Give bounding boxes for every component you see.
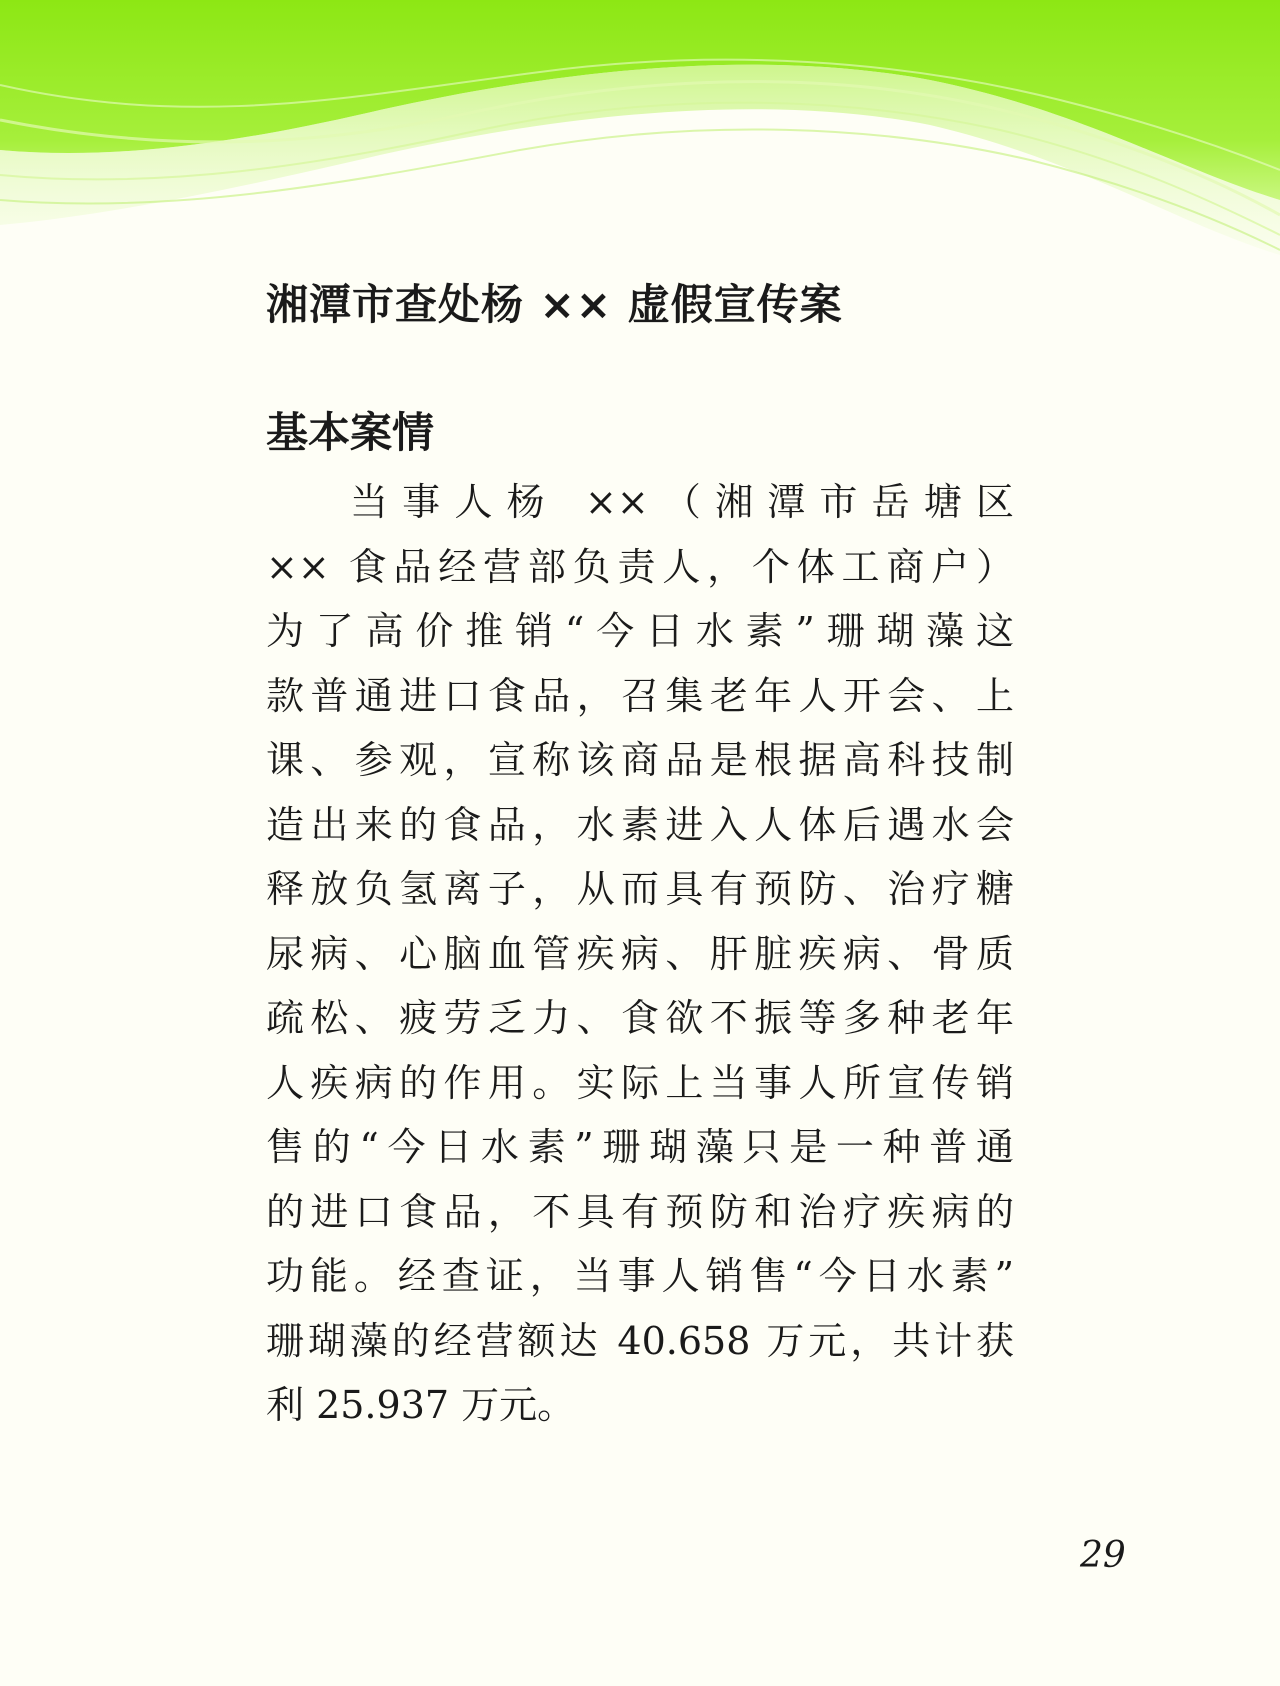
body-line: 功能。经查证，当事人销售“今日水素”	[266, 1254, 1014, 1298]
case-title: 湘潭市查处杨 ×× 虚假宣传案	[266, 280, 843, 329]
body-line: 释放负氢离子，从而具有预防、治疗糖	[266, 867, 1014, 911]
section-heading: 基本案情	[266, 408, 435, 457]
body-line: 的进口食品，不具有预防和治疗疾病的	[266, 1189, 1014, 1234]
body-line: 售的“今日水素”珊瑚藻只是一种普通	[266, 1125, 1014, 1169]
page-number: 29	[1080, 1535, 1126, 1576]
body-line: ×× 食品经营部负责人，个体工商户）	[266, 544, 1014, 589]
body-line: 款普通进口食品，召集老年人开会、上	[266, 673, 1014, 718]
body-line: 造出来的食品，水素进入人体后遇水会	[266, 802, 1014, 847]
body-line: 为了高价推销“今日水素”珊瑚藻这	[266, 609, 1014, 653]
case-body-text	[266, 470, 1014, 1438]
body-line: 课、参观，宣称该商品是根据高科技制	[266, 738, 1014, 782]
body-line: 利 25.937 万元。	[266, 1383, 576, 1427]
body-line: 人疾病的作用。实际上当事人所宣传销	[266, 1060, 1014, 1105]
body-line: 当事人杨 ××（湘潭市岳塘区	[350, 480, 1014, 524]
body-line: 尿病、心脑血管疾病、肝脏疾病、骨质	[266, 931, 1014, 976]
body-line: 疏松、疲劳乏力、食欲不振等多种老年	[266, 996, 1014, 1040]
decorative-green-wave-header	[0, 0, 1280, 270]
body-line: 珊瑚藻的经营额达 40.658 万元，共计获	[266, 1318, 1014, 1363]
